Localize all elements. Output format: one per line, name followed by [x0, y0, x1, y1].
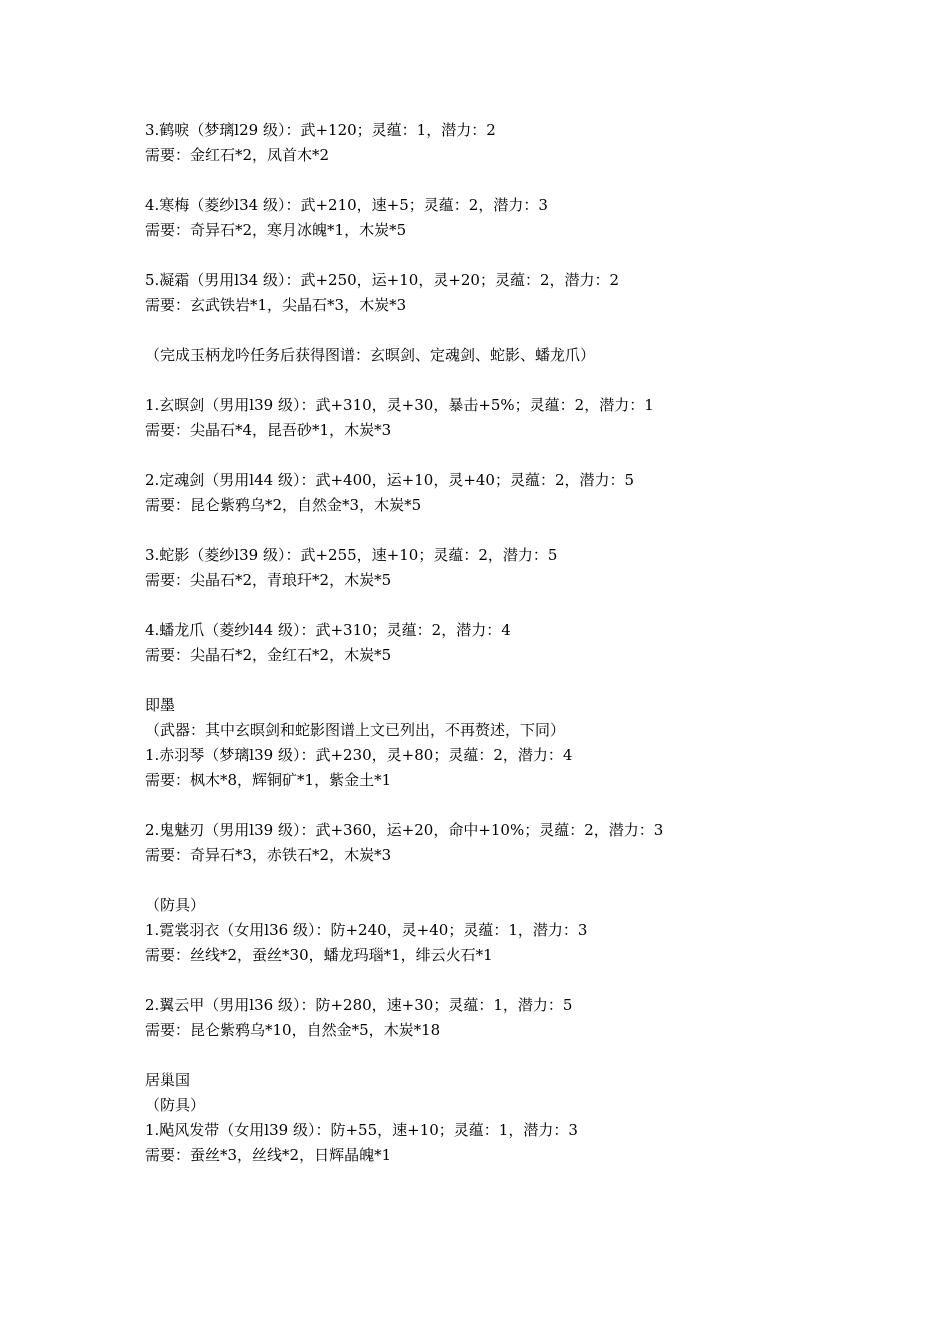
- text-line: 5.凝霜（男用l34 级）：武+250，运+10，灵+20；灵蕴：2，潜力：2: [145, 271, 620, 289]
- section-note: （完成玉柄龙吟任务后获得图谱：玄暝剑、定魂剑、蛇影、蟠龙爪）: [145, 346, 596, 364]
- text-line: 需要：奇异石*2，寒月冰魄*1，木炭*5: [145, 221, 407, 239]
- text-line: 需要：尖晶石*2，青琅玕*2，木炭*5: [145, 571, 392, 589]
- text-line: 需要：尖晶石*2，金红石*2，木炭*5: [145, 646, 392, 664]
- text-line: 需要：玄武铁岩*1，尖晶石*3，木炭*3: [145, 296, 407, 314]
- text-line: 2.翼云甲（男用l36 级）：防+280，速+30；灵蕴：1，潜力：5: [145, 996, 573, 1014]
- section-note: （防具）: [145, 1096, 206, 1114]
- text-line: 需要：奇异石*3，赤铁石*2，木炭*3: [145, 846, 392, 864]
- blank-line: [145, 793, 905, 818]
- blank-line: [145, 868, 905, 893]
- text-line: 1.霓裳羽衣（女用l36 级）：防+240，灵+40；灵蕴：1，潜力：3: [145, 921, 588, 939]
- blank-line: [145, 368, 905, 393]
- blank-line: [145, 968, 905, 993]
- text-line: 4.寒梅（菱纱l34 级）：武+210，速+5；灵蕴：2，潜力：3: [145, 196, 548, 214]
- blank-line: [145, 518, 905, 543]
- text-line: 需要：昆仑紫鸦乌*10，自然金*5，木炭*18: [145, 1021, 441, 1039]
- text-line: 3.鹤唳（梦璃l29 级）：武+120；灵蕴：1，潜力：2: [145, 121, 496, 139]
- blank-line: [145, 443, 905, 468]
- section-heading: 居巢国: [145, 1071, 191, 1089]
- blank-line: [145, 243, 905, 268]
- text-line: 1.玄暝剑（男用l39 级）：武+310，灵+30，暴击+5%；灵蕴：2，潜力：1: [145, 396, 654, 414]
- text-line: 需要：丝线*2，蚕丝*30，蟠龙玛瑙*1，绯云火石*1: [145, 946, 493, 964]
- text-line: 需要：蚕丝*3，丝线*2，日辉晶魄*1: [145, 1146, 392, 1164]
- text-line: 3.蛇影（菱纱l39 级）：武+255，速+10；灵蕴：2，潜力：5: [145, 546, 558, 564]
- section-note: （武器：其中玄暝剑和蛇影图谱上文已列出，不再赘述，下同）: [145, 721, 566, 739]
- text-line: 需要：昆仑紫鸦乌*2，自然金*3，木炭*5: [145, 496, 422, 514]
- blank-line: [145, 318, 905, 343]
- blank-line: [145, 168, 905, 193]
- text-line: 1.飐风发带（女用l39 级）：防+55，速+10；灵蕴：1，潜力：3: [145, 1121, 578, 1139]
- blank-line: [145, 668, 905, 693]
- section-note: （防具）: [145, 896, 206, 914]
- text-line: 1.赤羽琴（梦璃l39 级）：武+230，灵+80；灵蕴：2，潜力：4: [145, 746, 573, 764]
- text-line: 2.鬼魅刃（男用l39 级）：武+360，运+20，命中+10%；灵蕴：2，潜力：3: [145, 821, 664, 839]
- section-heading: 即墨: [145, 696, 176, 714]
- text-line: 需要：尖晶石*4，昆吾砂*1，木炭*3: [145, 421, 392, 439]
- document-body: [145, 118, 905, 1168]
- blank-line: [145, 593, 905, 618]
- text-line: 需要：枫木*8，辉铜矿*1，紫金土*1: [145, 771, 392, 789]
- text-line: 2.定魂剑（男用l44 级）：武+400，运+10，灵+40；灵蕴：2，潜力：5: [145, 471, 635, 489]
- text-line: 需要：金红石*2，凤首木*2: [145, 146, 330, 164]
- blank-line: [145, 1043, 905, 1068]
- text-line: 4.蟠龙爪（菱纱l44 级）：武+310；灵蕴：2，潜力：4: [145, 621, 511, 639]
